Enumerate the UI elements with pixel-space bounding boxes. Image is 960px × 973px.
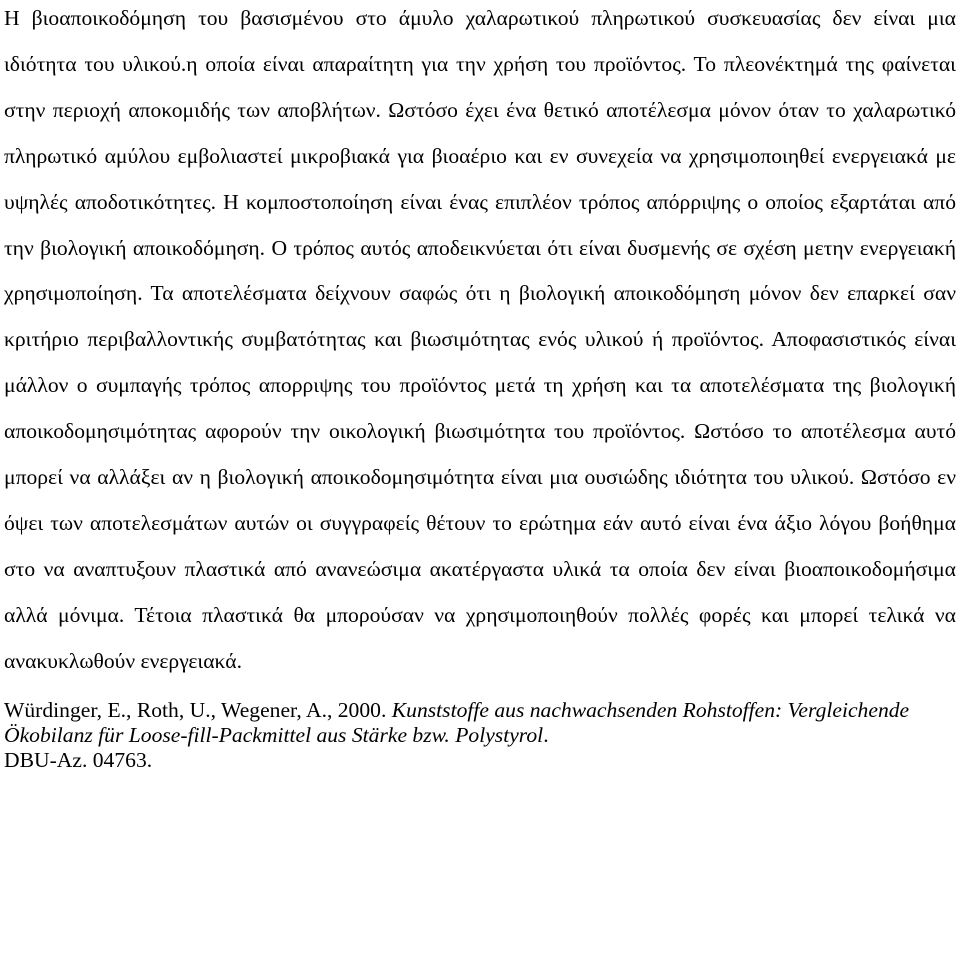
reference-authors: Würdinger, E., Roth, U., Wegener, A., 2000. (4, 697, 387, 722)
body-paragraph: Η βιοαποικοδόμηση του βασισμένου στο άμυλο χαλαρωτικού πληρωτικού συσκευασίας δεν είναι μια ιδιότητα του υλικού.η οποία είναι απαραίτητη για την χρήση του προϊόντος. Το πλεονέκτημά της φαίνεται στην περιοχή αποκομιδής των αποβλήτων. Ωστόσο έχει ένα θετικό αποτέλεσμα μόνον όταν το χαλαρωτικό πληρωτικό αμύλου εμβολιαστεί μικροβιακά για βιοαέριο και εν συνεχεία να χρησιμοποιηθεί ενεργειακά με υψηλές αποδοτικότητες. Η κομποστοποίηση είναι ένας επιπλέον τρόπος απόρριψης ο οποίος εξαρτάται από την βιολογική αποικοδόμηση. Ο τρόπος αυτός αποδεικνύεται ότι είναι δυσμενής σε σχέση μετην ενεργειακή χρησιμοποίηση. Τα αποτελέσματα δείχνουν σαφώς ότι η βιολογική αποικοδόμηση μόνον δεν επαρκεί σαν κριτήριο περιβαλλοντικής συμβατότητας και βιωσιμότητας ενός υλικού ή προϊόντος. Αποφασιστικός είναι μάλλον ο συμπαγής τρόπος απορριψης του προϊόντος μετά τη χρήση και τα αποτελέσματα της βιολογική αποικοδομησιμότητας αφορούν την οικολογική βιωσιμότητα του προϊόντος. Ωστόσο το αποτέλεσμα αυτό μπορεί να αλλάξει αν η βιολογική αποικοδομησιμότητα είναι μια ουσιώδης ιδιότητα του υλικού. Ωστόσο εν όψει των αποτελεσμάτων αυτών οι συγγραφείς θέτουν το ερώτημα εάν αυτό είναι ένα άξιο λόγου βοήθημα στο να αναπτυξουν πλαστικά από ανανεώσιμα ακατέργαστα υλικά τα οποία δεν είναι βιοαποικοδομήσιμα αλλά μόνιμα. Τέτοια πλαστικά θα μπορούσαν να χρησιμοποιηθούν πολλές φορές και μπορεί τελικά να ανακυκλωθούν ενεργειακά. (4, 6, 956, 673)
reference-entry (4, 698, 956, 774)
document-page (4, 0, 956, 773)
reference-number: DBU-Az. 04763. (4, 748, 153, 773)
reference-title: Kunststoffe aus nachwachsenden Rohstoffen: Vergleichende Ökobilanz für Loose-fill-Packmittel aus Stärke bzw. Polystyrol (4, 697, 910, 747)
reference-title-end: . (543, 722, 549, 747)
